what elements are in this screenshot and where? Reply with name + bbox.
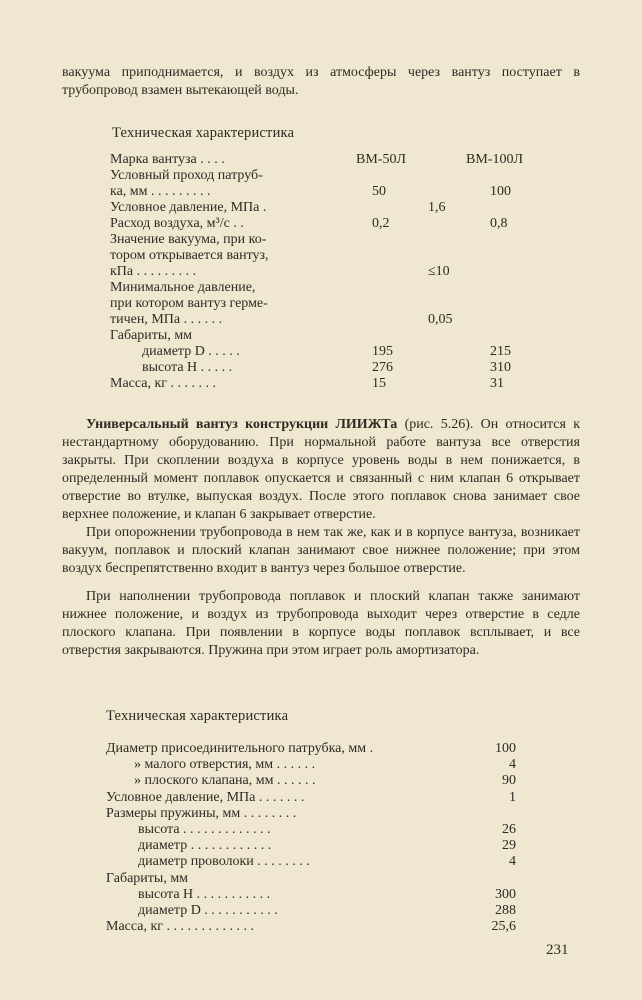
table1-row-label: тичен, МПа . . . . . . — [110, 312, 223, 327]
table2-row-label: » плоского клапана, мм . . . . . . — [134, 773, 316, 789]
page-number: 231 — [546, 942, 569, 958]
table2-heading: Техническая характеристика — [106, 708, 289, 724]
table2-row-value: 90 — [502, 773, 516, 789]
table2-row-value: 26 — [502, 822, 516, 837]
table2-row-label: Габариты, мм — [106, 870, 189, 886]
table2-row-label: Условное давление, МПа . . . . . . . — [106, 789, 305, 805]
table1-cell-c2: 310 — [490, 360, 511, 375]
table1-row-label: ка, мм . . . . . . . . . — [110, 184, 211, 199]
table1-row-label: Расход воздуха, м³/с . . — [110, 216, 244, 231]
paragraph-title: Универсальный вантуз конструкции ЛИИЖТа — [86, 417, 398, 432]
table1-heading: Техническая характеристика — [112, 125, 295, 141]
table1-cell-mid: ≤10 — [428, 264, 450, 279]
table1-row-label: высота H . . . . . — [142, 360, 233, 375]
table2-row-value: 25,6 — [491, 919, 516, 935]
table1-cell-mid: 0,05 — [428, 312, 453, 327]
table1-header-col1: ВМ-50Л — [356, 152, 406, 167]
table2-row-value: 300 — [495, 886, 516, 902]
table1-cell-c1: 195 — [372, 344, 393, 359]
table2-row-label: » малого отверстия, мм . . . . . . — [134, 757, 316, 773]
table1-cell-c1: 15 — [372, 376, 386, 391]
table1-row-label: кПа . . . . . . . . . — [110, 264, 197, 279]
table1-cell-c2: 31 — [490, 376, 504, 391]
table2-row-label: диаметр D . . . . . . . . . . . — [138, 903, 278, 918]
paragraph-filling: При наполнении трубопровода поплавок и плоский клапан также занимают нижнее положение, и воздух из трубопровода выходит через отверстие в седле плоского клапана. При появлении в корпусе воды поплавок всплывает, и все отверстия закрываются. Пружина при этом играет роль амортизатора. — [62, 589, 580, 658]
table2-row-label: диаметр . . . . . . . . . . . . — [138, 838, 272, 854]
table1-row-label: Габариты, мм — [110, 328, 193, 343]
table1-row-label: Масса, кг . . . . . . . — [110, 376, 217, 391]
paragraph-text: (рис. 5.26). Он относится к нестандартному оборудованию. При нормальной работе вантуза все отверстия закрыты. При скоплении воздуха в корпусе уровень воды в нем понижается, в определенный момент поплавок опускается и связанный с ним клапан 6 открывает отверстие во втулке, выпуская воздух. После этого поплавок снова занимает свое верхнее положение, и клапан 6 закрывает отверстие. — [62, 417, 581, 522]
table1-row-label: Условное давление, МПа . — [110, 200, 267, 215]
table1-row-label: диаметр D . . . . . — [142, 344, 240, 359]
table2-row-value: 288 — [495, 903, 516, 918]
table1-cell-mid: 1,6 — [428, 200, 446, 215]
table1-row-label: при котором вантуз герме- — [110, 296, 268, 311]
table1-row-label: Условный проход патруб- — [110, 168, 263, 183]
table2-row-label: высота H . . . . . . . . . . . — [138, 886, 271, 902]
table1-header-col2: ВМ-100Л — [466, 152, 523, 167]
table2-row-value: 1 — [509, 789, 516, 805]
intro-paragraph: вакуума приподнимается, и воздух из атмосферы через вантуз поступает в трубопровод взамен вытекающей воды. — [62, 65, 580, 98]
table2-row-value: 29 — [502, 838, 516, 854]
table1-header-label: Марка вантуза . . . . — [110, 152, 225, 167]
table1-cell-c2: 100 — [490, 184, 511, 199]
table1-cell-c1: 276 — [372, 360, 393, 375]
paragraph-emptying: При опорожнении трубопровода в нем так же, как и в корпусе вантуза, возникает вакуум, поплавок и плоский клапан занимают свое нижнее положение; при этом воздух беспрепятственно входит в вантуз через большое отверстие. — [62, 525, 580, 576]
table1-cell-c1: 0,2 — [372, 216, 390, 231]
table2-row-label: Диаметр присоединительного патрубка, мм . — [106, 741, 374, 756]
table2-row-value: 100 — [495, 741, 516, 756]
table2-row-label: высота . . . . . . . . . . . . . — [138, 822, 271, 837]
table1-cell-c1: 50 — [372, 184, 386, 199]
table1-cell-c2: 0,8 — [490, 216, 508, 231]
table1-row-label: тором открывается вантуз, — [110, 248, 269, 263]
table1-row-label: Минимальное давление, — [110, 280, 256, 295]
table1-cell-c2: 215 — [490, 344, 511, 359]
table1-row-label: Значение вакуума, при ко- — [110, 232, 267, 247]
table2-row-value: 4 — [509, 854, 516, 870]
table2-row-label: Размеры пружины, мм . . . . . . . . — [106, 805, 297, 821]
table2-row-value: 4 — [509, 757, 516, 773]
paragraph-universal-vantuz — [62, 416, 580, 524]
table2-row-label: Масса, кг . . . . . . . . . . . . . — [106, 919, 255, 935]
table2-row-label: диаметр проволоки . . . . . . . . — [138, 854, 310, 870]
